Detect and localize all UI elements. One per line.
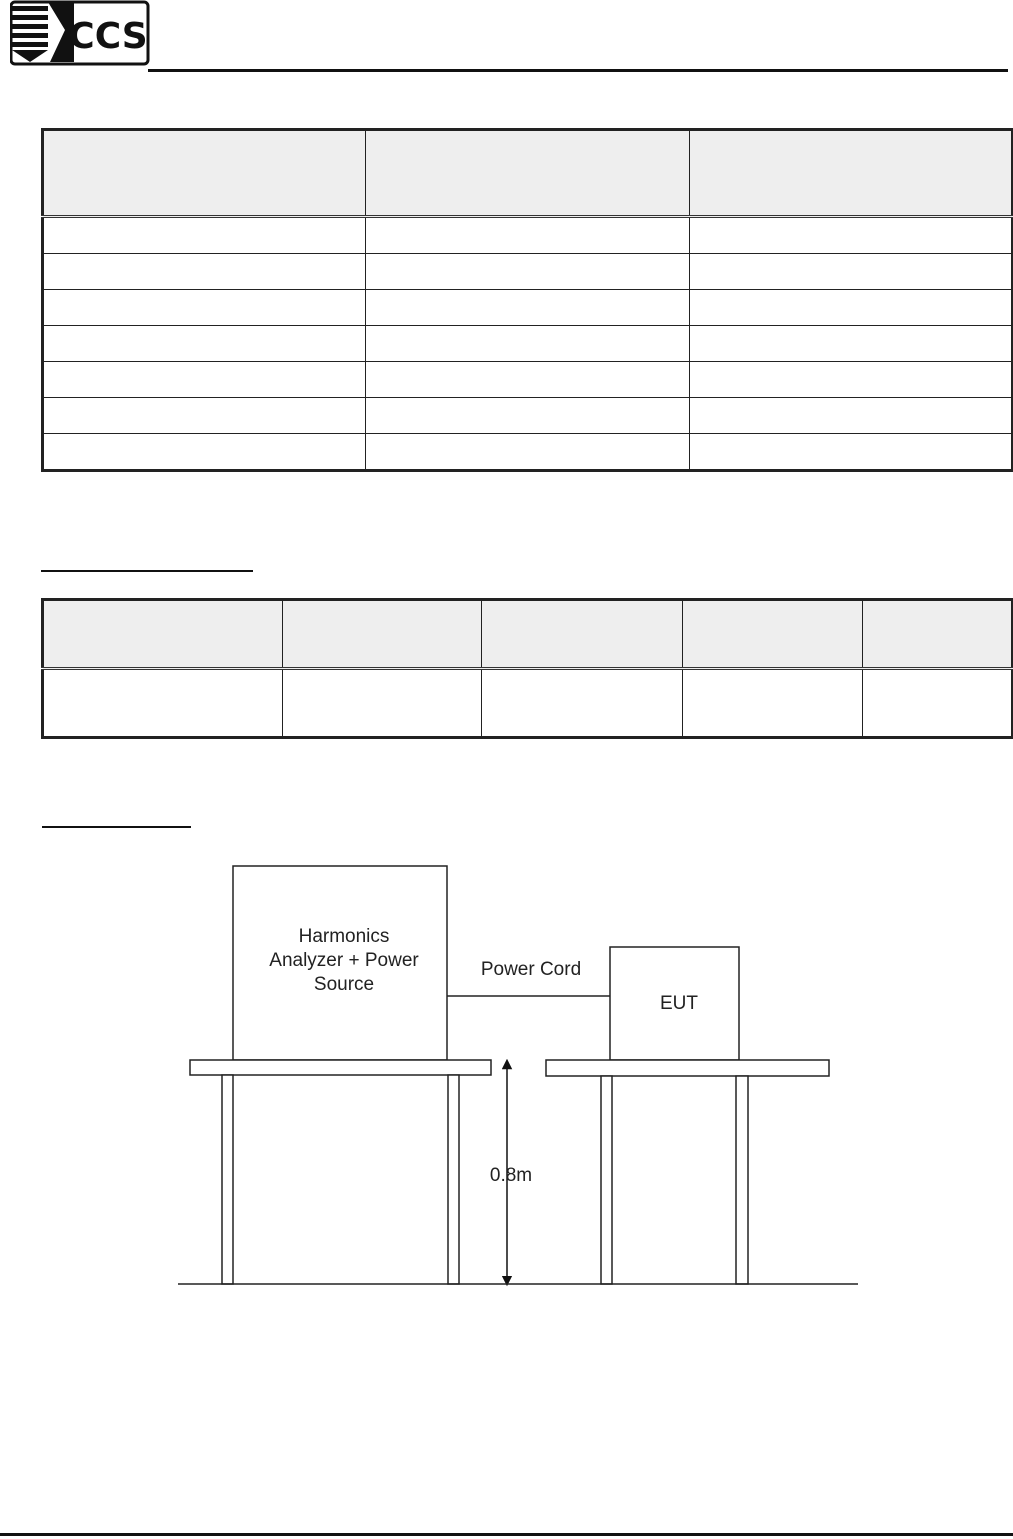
analyzer-label-line-3: Source bbox=[313, 974, 375, 995]
right-table-leg bbox=[736, 1076, 748, 1284]
logo-text: CCS bbox=[68, 16, 148, 57]
left-table-leg bbox=[448, 1075, 459, 1284]
left-table-top bbox=[190, 1060, 491, 1075]
analyzer-label-line-1: Harmonics bbox=[298, 926, 390, 947]
eut-label: EUT bbox=[660, 993, 698, 1014]
power-cord-label: Power Cord bbox=[480, 959, 582, 980]
left-table-leg bbox=[222, 1075, 233, 1284]
right-table-leg bbox=[601, 1076, 612, 1284]
height-label: 0.8m bbox=[489, 1165, 533, 1186]
analyzer-label-line-2: Analyzer + Power bbox=[269, 950, 419, 971]
footer-rule bbox=[0, 1533, 1013, 1536]
right-table-top bbox=[546, 1060, 829, 1076]
